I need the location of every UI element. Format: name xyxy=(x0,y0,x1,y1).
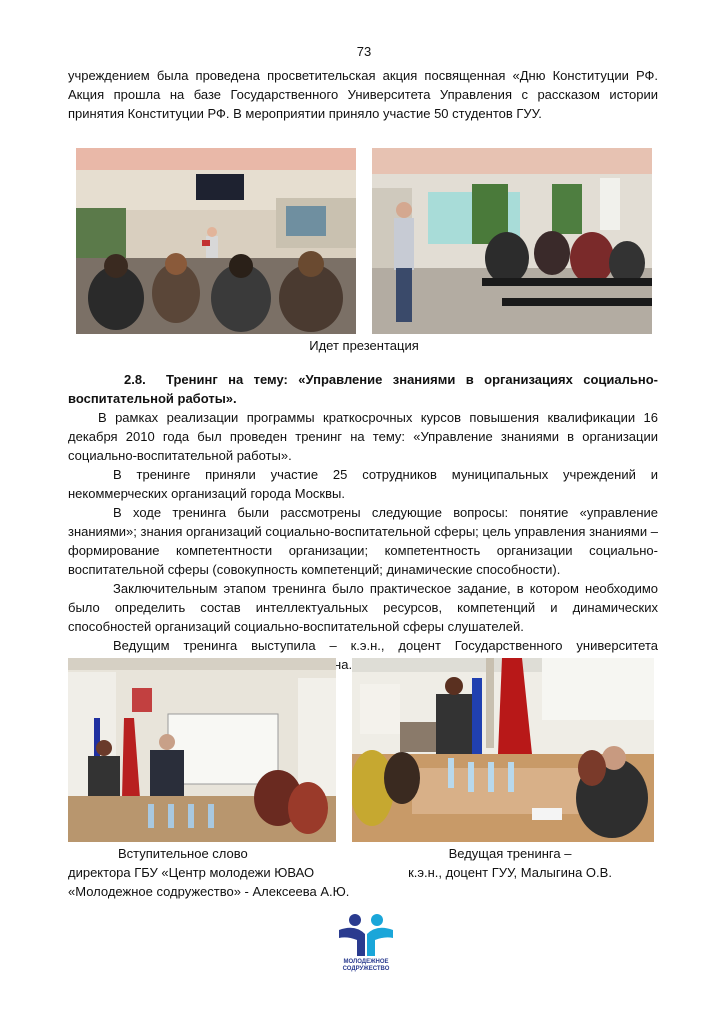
logo-text-line2: СОДРУЖЕСТВО xyxy=(342,966,390,972)
section-heading xyxy=(68,370,658,408)
caption-training-leader xyxy=(390,844,630,882)
photo-speaker-audience-image xyxy=(372,148,652,334)
photo-opening-speech xyxy=(68,658,336,842)
photo-training-leader-image xyxy=(352,658,654,842)
section-paragraph: В тренинге приняли участие 25 сотрудников муниципальных учреждений и некоммерческих организаций города Москвы. xyxy=(68,467,658,501)
section-2-8 xyxy=(68,370,658,674)
section-number: 2.8. xyxy=(124,372,146,387)
caption-left-line3: «Молодежное содружество» - Алексеева А.Ю. xyxy=(68,884,350,899)
logo-text-line1: МОЛОДЕЖНОЕ xyxy=(343,959,389,965)
caption-left-line1: Вступительное слово xyxy=(118,846,248,861)
caption-right-line1: Ведущая тренинга – xyxy=(448,846,572,861)
photo-training-leader xyxy=(352,658,654,842)
molodezhnoe-sodruzhestvo-logo xyxy=(335,912,397,972)
section-paragraph: В рамках реализации программы краткосрочных курсов повышения квалификации 16 декабря 2010 года был проведен тренинг на тему: «Управление знаниями в организации социально-воспитательной работы». xyxy=(68,410,658,463)
photo-presentation-hall-image xyxy=(76,148,356,334)
caption-presentation: Идет презентация xyxy=(309,338,419,353)
caption-left-line2: директора ГБУ «Центр молодежи ЮВАО xyxy=(68,865,315,880)
section-title: Тренинг на тему: «Управление знаниями в организациях социально-воспитательной работы». xyxy=(68,372,658,406)
caption-opening-speech xyxy=(68,844,398,901)
photo-opening-speech-image xyxy=(68,658,336,842)
section-paragraph: Заключительным этапом тренинга было практическое задание, в котором необходимо было определить состав интеллектуальных ресурсов, компетенций и динамических способностей организаций социально-воспитательной сферы слушателей. xyxy=(68,581,658,634)
logo-emblem-icon xyxy=(335,912,397,972)
intro-paragraph xyxy=(68,66,658,123)
section-paragraph: Ведущим тренинга выступила – к.э.н., доцент Государственного университета xyxy=(113,638,658,653)
intro-text: учреждением была проведена просветительская акция посвященная «Дню Конституции РФ. Акция прошла на базе Государственного Университета Управления с рассказом истории принятия Конституции РФ. В мероприятии приняло участие 50 студентов ГУУ. xyxy=(68,68,658,121)
photo-speaker-audience xyxy=(372,148,652,334)
section-paragraph: В ходе тренинга были рассмотрены следующие вопросы: понятие «управление знаниями»; знания организаций социально-воспитательной сферы; цель управления знаниями – формирование компетентности организации; компетентность организации социально-воспитательной сферы (совокупность компетенций; динамические способности). xyxy=(68,505,658,577)
caption-right-line2: к.э.н., доцент ГУУ, Малыгина О.В. xyxy=(408,865,612,880)
photo-presentation-hall xyxy=(76,148,356,334)
page-number: 73 xyxy=(356,44,372,59)
